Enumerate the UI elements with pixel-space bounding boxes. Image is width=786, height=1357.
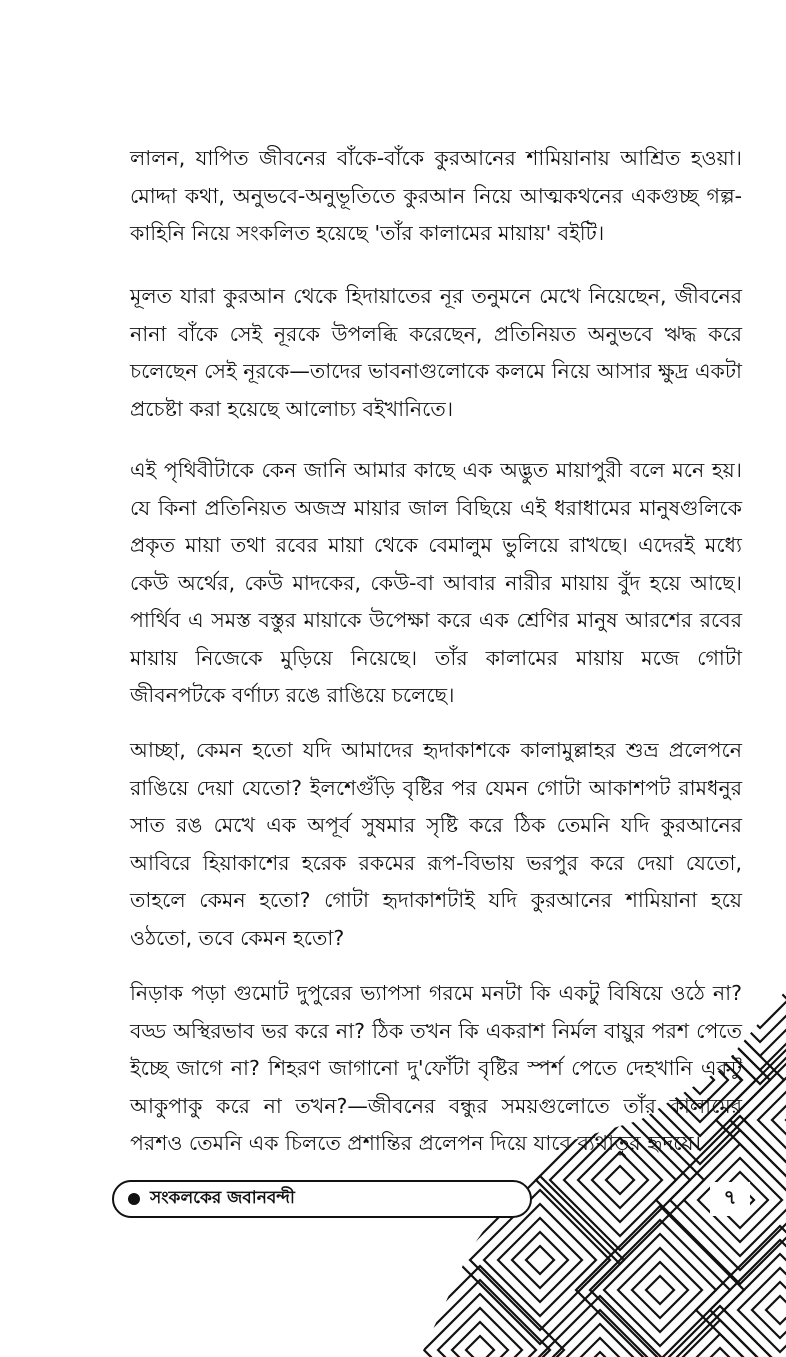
diamond-shape	[618, 1248, 702, 1332]
diamond-shape	[452, 1322, 508, 1357]
paragraph-2: মূলত যারা কুরআন থেকে হিদায়াতের নূর তনুমনে মেখে নিয়েছেন, জীবনের নানা বাঁকে সেই নূরকে উপলব্ধি করেছেন, প্রতিনিয়ত অনুভবে ঋদ্ধ করে চলেছেন সেই নূরকে—তাদের ভাবনাগুলোকে কলমে নিয়ে আসার ক্ষুদ্র একটা প্রচেষ্টা করা হয়েছে আলোচ্য বইখানিতে।	[130, 284, 742, 421]
diamond-shape	[636, 1306, 786, 1357]
diamond-shape	[758, 1078, 786, 1162]
diamond-shape	[766, 1296, 786, 1324]
footer-section-title: সংকলকের জবানবন্দী	[150, 1188, 295, 1208]
paragraph-1: লালন, যাপিত জীবনের বাঁকে-বাঁকে কুরআনের শামিয়ানায় আশ্রিত হওয়া। মোদ্দা কথা, অনুভবে-অনুভূতিতে কুরআন নিয়ে আত্মকথনের একগুচ্ছ গল্প-কাহিনি নিয়ে সংকলিত হয়েছে 'তাঁর কালামের মায়ায়' বইটি।	[130, 146, 742, 245]
diamond-shape	[530, 1310, 670, 1357]
diamond-shape	[576, 1206, 744, 1357]
diamond-shape	[632, 1262, 688, 1318]
diamond-shape	[650, 1320, 786, 1357]
diamond-shape	[678, 1348, 762, 1357]
diamond-shape	[696, 1226, 786, 1357]
diamond-shape	[604, 1234, 716, 1346]
diamond-shape	[744, 1064, 786, 1176]
diamond-shape	[438, 1308, 522, 1357]
diamond-shape	[710, 1240, 786, 1357]
diamond-shape	[724, 1254, 786, 1357]
diamond-shape	[410, 1280, 550, 1357]
diamond-shape	[512, 1232, 568, 1288]
diamond-shape	[752, 1282, 786, 1338]
diamond-shape	[590, 1220, 730, 1357]
paragraph-3: এই পৃথিবীটাকে কেন জানি আমার কাছে এক অদ্ভুত মায়াপুরী বলে মনে হয়। যে কিনা প্রতিনিয়ত অজস্র মায়ার জাল বিছিয়ে এই ধরাধামের মানুষগুলিকে প্রকৃত মায়া তথা রবের মায়া থেকে বেমালুম ভুলিয়ে রাখছে। এদেরই মধ্যে কেউ অর্থের, কেউ মাদকের, কেউ-বা আবার নারীর মায়ায় বুঁদ হয়ে আছে। পার্থিব এ সমস্ত বস্তুর মায়াকে উপেক্ষা করে এক শ্রেণির মানুষ আরশের রবের মায়ায় নিজেকে মুড়িয়ে নিয়েছে। তাঁর কালামের মায়ায় মজে গোটা জীবনপটকে বর্ণাঢ্য রঙে রাঙিয়ে চলেছে।	[130, 458, 742, 707]
diamond-shape	[572, 1352, 628, 1357]
diamond-shape	[646, 1276, 674, 1304]
footer-section-tab	[112, 1180, 532, 1218]
diamond-shape	[772, 1092, 786, 1148]
diamond-shape	[516, 1296, 684, 1357]
paragraph-5: নিড়াক পড়া গুমোট দুপুরের ভ্যাপসা গরমে মনটা কি একটু বিষিয়ে ওঠে না? বড্ড অস্থিরভাব ভর করে না? ঠিক তখন কি একরাশ নির্মল বায়ুর পরশ পেতে ইচ্ছে জাগে না? শিহরণ জাগানো দু'ফোঁটা বৃষ্টির স্পর্শ পেতে দেহখানি একটু আকুপাকু করে না তখন?—জীবনের বন্ধুর সময়গুলোতে তাঁর কালামের পরশও তেমনি এক চিলতে প্রশান্তির প্রলেপন দিয়ে যাবে ব্যথাতুর হৃদয়ে।	[130, 981, 742, 1155]
diamond-shape	[526, 1246, 554, 1274]
diamond-shape	[466, 1336, 494, 1357]
diamond-shape	[544, 1324, 656, 1357]
bullet-dot-icon	[128, 1193, 140, 1205]
diamond-shape	[746, 986, 774, 1014]
paragraph-4: আচ্ছা, কেমন হতো যদি আমাদের হৃদাকাশকে কালামুল্লাহর শুভ্র প্রলেপনে রাঙিয়ে দেয়া যেতো? ইলশেগুঁড়ি বৃষ্টির পর যেমন গোটা আকাশপট রামধনুর সাত রঙ মেখে এক অপূর্ব সুষমার সৃষ্টি করে ঠিক তেমনি যদি কুরআনের আবিরে হিয়াকাশের হরেক রকমের রূপ-বিভায় ভরপুর করে দেয়া যেতো, তাহলে কেমন হতো? গোটা হৃদাকাশটাই যদি কুরআনের শামিয়ানা হয়ে ওঠতো, তবে কেমন হতো?	[130, 738, 742, 950]
page-number: ৭	[710, 1182, 750, 1216]
diamond-shape	[484, 1204, 596, 1316]
diamond-shape	[498, 1218, 582, 1302]
diamond-shape	[664, 1334, 776, 1357]
diamond-shape	[396, 1266, 564, 1357]
diamond-shape	[424, 1294, 536, 1357]
diamond-shape	[558, 1338, 642, 1357]
diamond-shape	[738, 1268, 786, 1352]
diamond-shape	[606, 1166, 634, 1194]
